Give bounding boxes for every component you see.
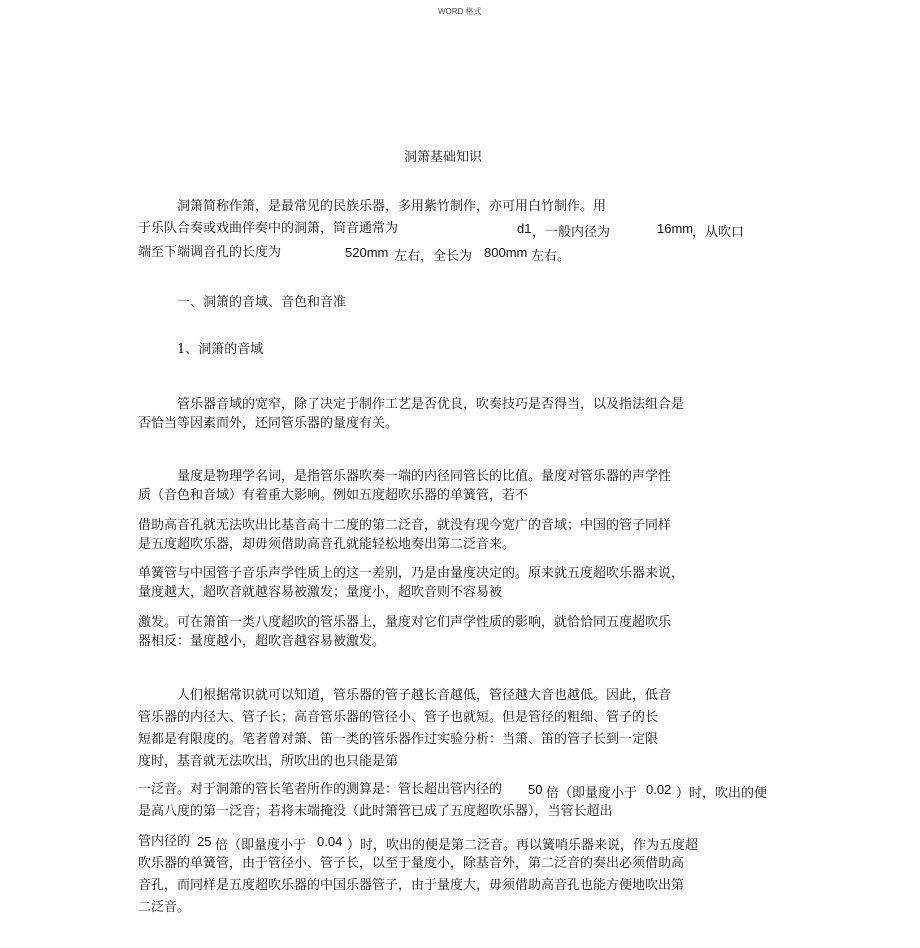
p3-text: 倍（即量度小于 (546, 786, 638, 801)
p2-line-2: 质（音色和音域）有着重大影响。例如五度超吹乐器的单簧管，若不 (138, 488, 529, 503)
p3-line-3: 短都是有限度的。笔者曾对箫、笛一类的管乐器作过实验分析：当箫、笛的管子长到一定限 (138, 732, 659, 747)
intro-text: 左右。 (531, 249, 571, 264)
intro-text: ，一般内径为 (532, 225, 611, 240)
p2-line-6: 量度越大，超吹音就越容易被激发；量度小，超吹音则不容易被 (138, 585, 503, 600)
intro-line-1: 洞箫简称作箫，是最常见的民族乐器，多用紫竹制作，亦可用白竹制作。用 (177, 199, 607, 214)
p2-line-4: 是五度超吹乐器，却毋须借助高音孔就能轻松地奏出第二泛音来。 (138, 537, 516, 552)
p3-text: ）时，吹出的便 (676, 786, 768, 801)
p3-value-50: 50 (528, 782, 543, 797)
p2-line-3: 借助高音孔就无法吹出比基音高十二度的第二泛音，就没有现今宽广的音域；中国的管子同样 (138, 518, 672, 533)
intro-value-800mm: 800mm (484, 245, 528, 260)
intro-line-2 (138, 221, 398, 237)
p2-line-8: 器相反：量度越小，超吹音越容易被激发。 (138, 634, 386, 649)
p3-line-8: 吹乐器的单簧管，由于管径小、管子长，以至于量度小，除基音外，第二泛音的奏出必须借助高 (138, 856, 685, 871)
p3-value-0-04: 0.04 (317, 834, 343, 849)
p3-line-6: 是高八度的第一泛音；若将末端掩没（此时箫管已成了五度超吹乐器），当管长超出 (138, 804, 613, 819)
p2-line-7: 激发。可在箫笛一类八度超吹的管乐器上，量度对它们声学性质的影响，就恰恰同五度超吹乐 (138, 615, 672, 630)
intro-line-3: 端至下端调音孔的长度为 (138, 245, 282, 260)
intro-text: ，从吹口 (692, 225, 745, 240)
intro-value-16mm: 16mm (657, 221, 694, 236)
p3-line-10: 二泛音。 (138, 900, 191, 915)
subsection-heading: 1、洞箫的音域 (177, 342, 264, 357)
intro-value-520mm: 520mm (345, 245, 389, 260)
p2-line-1: 量度是物理学名词，是指管乐器吹奏一端的内径同管长的比值。量度对管乐器的声学性 (177, 469, 672, 484)
p2-line-5: 单簧管与中国管子音乐声学性质上的这一差别，乃是由量度决定的。原来就五度超吹乐器来说， (138, 566, 685, 581)
intro-value-d1: d1 (517, 221, 532, 236)
p3-line-5: 一泛音。对于洞箫的管长笔者所作的测算是：管长超出管内径的 (138, 782, 503, 797)
p3-line-2: 管乐器的内径大、管子长；高音管乐器的管径小、管子也就短。但是管径的粗细、管子的长 (138, 710, 659, 725)
page-title: 洞箫基础知识 (404, 150, 483, 165)
p3-line-4: 度时，基音就无法吹出，所吹出的也只能是第 (138, 754, 399, 769)
p1-line-1: 管乐器音域的宽窄，除了决定于制作工艺是否优良，吹奏技巧是否得当，以及指法组合是 (177, 397, 685, 412)
intro-text: 左右，全长为 (394, 249, 473, 264)
p3-value-0-02: 0.02 (646, 782, 672, 797)
section-heading: 一、洞箫的音域、音色和音准 (177, 295, 347, 310)
p1-line-2: 否恰当等因素而外，还同管乐器的量度有关。 (138, 416, 399, 431)
page-header: WORD 格式 (438, 7, 482, 16)
p3-text: ）时，吹出的便是第二泛音。再以簧哨乐器来说，作为五度超 (347, 838, 699, 853)
text-run: 于乐队合奏或戏曲伴奏中的洞箫，筒音通常为 (138, 221, 399, 236)
p3-line-1: 人们根据常识就可以知道，管乐器的管子越长音越低，管径越大音也越低。因此，低音 (177, 688, 672, 703)
p3-value-25: 25 (197, 834, 212, 849)
p3-text: 倍（即量度小于 (215, 838, 307, 853)
p3-line-7: 管内径的 (138, 834, 191, 849)
p3-line-9: 音孔，而同样是五度超吹乐器的中国乐器管子，由于量度大，毋须借助高音孔也能方便地吹出第 (138, 878, 685, 893)
